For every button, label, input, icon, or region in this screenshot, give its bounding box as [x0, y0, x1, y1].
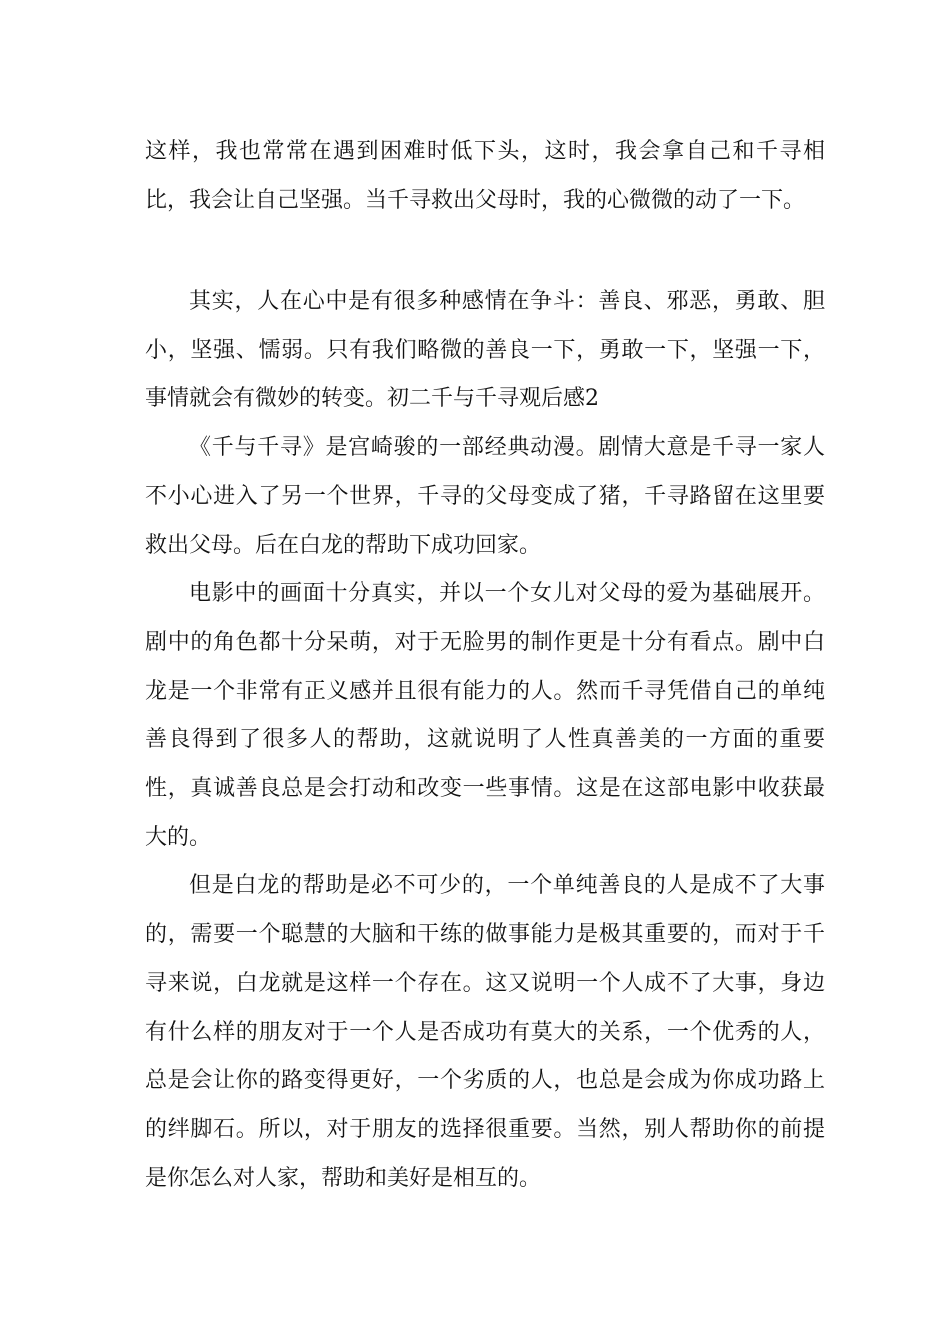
paragraph: 其实，人在心中是有很多种感情在争斗：善良、邪恶，勇敢、胆小，坚强、懦弱。只有我们略微的善良一下，勇敢一下，坚强一下，事情就会有微妙的转变。初二千与千寻观后感2 [145, 289, 825, 412]
text-block-main [145, 278, 825, 1203]
paragraph: 但是白龙的帮助是必不可少的，一个单纯善良的人是成不了大事的，需要一个聪慧的大脑和干练的做事能力是极其重要的，而对于千寻来说，白龙就是这样一个存在。这又说明一个人成不了大事，身边有什么样的朋友对于一个人是否成功有莫大的关系，一个优秀的人，总是会让你的路变得更好，一个劣质的人，也总是会成为你成功路上的绊脚石。所以，对于朋友的选择很重要。当然，别人帮助你的前提是你怎么对人家，帮助和美好是相互的。 [145, 873, 825, 1191]
paragraph: 《千与千寻》是宫崎骏的一部经典动漫。剧情大意是千寻一家人不小心进入了另一个世界，千寻的父母变成了猪，千寻路留在这里要救出父母。后在白龙的帮助下成功回家。 [145, 435, 825, 558]
paragraph-continued: 这样，我也常常在遇到困难时低下头，这时，我会拿自己和千寻相比，我会让自己坚强。当千寻救出父母时，我的心微微的动了一下。 [145, 139, 825, 213]
paragraph: 电影中的画面十分真实，并以一个女儿对父母的爱为基础展开。剧中的角色都十分呆萌，对于无脸男的制作更是十分有看点。剧中白龙是一个非常有正义感并且很有能力的人。然而千寻凭借自己的单纯善良得到了很多人的帮助，这就说明了人性真善美的一方面的重要性，真诚善良总是会打动和改变一些事情。这是在这部电影中收获最大的。 [145, 581, 825, 850]
text-block-top [145, 128, 825, 225]
